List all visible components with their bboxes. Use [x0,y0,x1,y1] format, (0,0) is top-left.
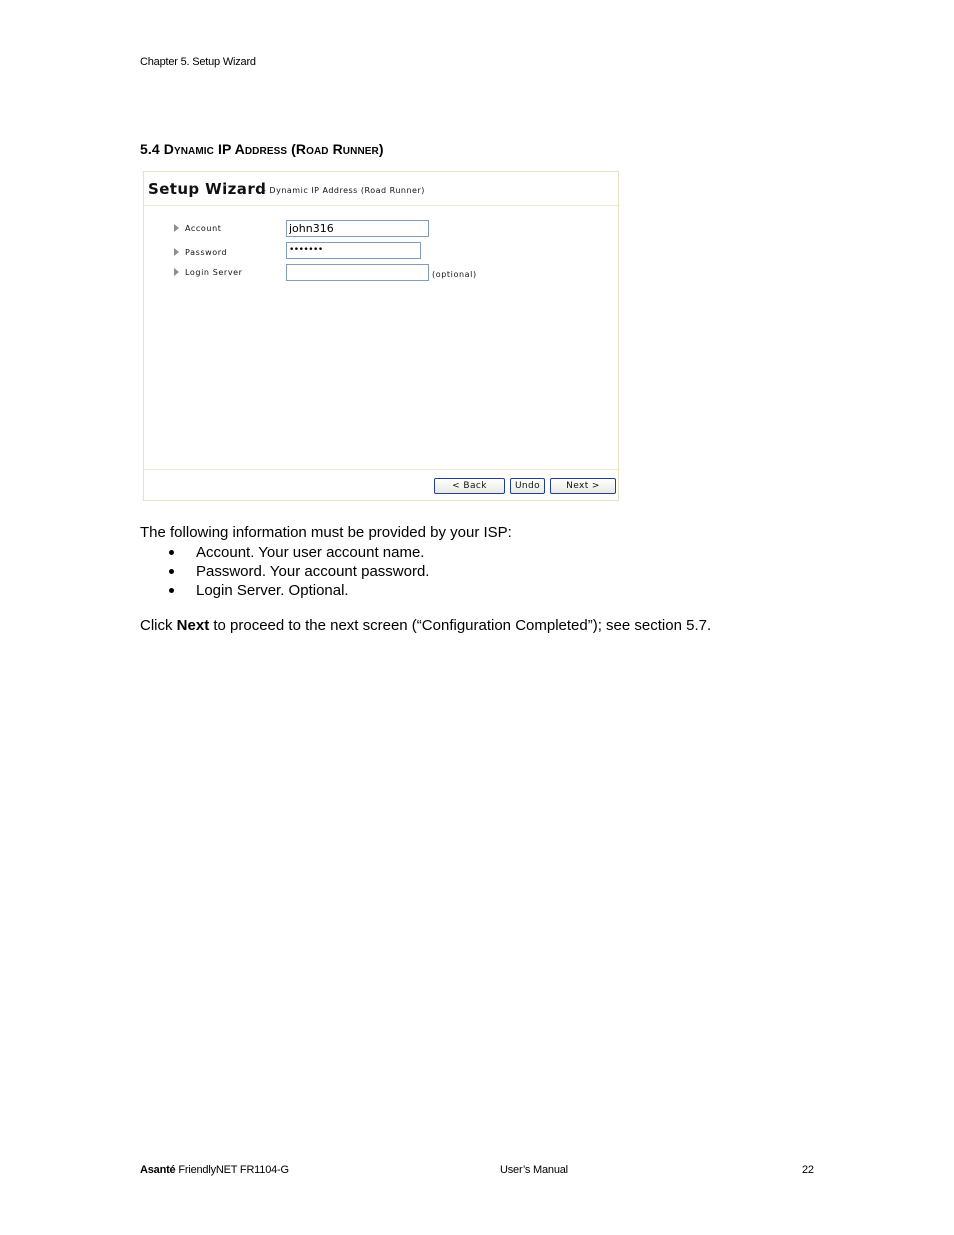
back-button[interactable]: < Back [434,478,505,494]
running-header: Chapter 5. Setup Wizard [140,56,256,68]
footer-product [140,1164,289,1176]
isp-info-list [140,543,429,600]
list-item [140,581,429,600]
bullet-icon [169,588,174,593]
password-label: Password [185,248,228,257]
wizard-subtitle: - Dynamic IP Address (Road Runner) [263,186,425,195]
login-server-label: Login Server [185,268,243,277]
arrow-right-icon [174,248,179,256]
footer-manual: User’s Manual [500,1164,568,1176]
wizard-footer [144,469,618,502]
instruction-paragraph [140,617,711,634]
section-heading: 5.4 Dynamic IP Address (Road Runner) [140,141,384,157]
undo-button[interactable]: Undo [510,478,545,494]
footer-brand: Asanté [140,1164,176,1176]
list-item [140,562,429,581]
footer-product-name: FriendlyNET FR1104-G [175,1164,289,1176]
next-button[interactable]: Next > [550,478,616,494]
instruction-suffix: to proceed to the next screen (“Configuration Completed”); see section 5.7. [209,617,712,634]
intro-paragraph: The following information must be provided by your ISP: [140,524,512,541]
wizard-title: Setup Wizard [148,180,267,198]
account-input[interactable] [286,220,429,237]
arrow-right-icon [174,224,179,232]
bullet-icon [169,569,174,574]
password-input[interactable]: ••••••• [286,242,421,259]
instruction-prefix: Click [140,617,177,634]
setup-wizard-screenshot [143,171,619,501]
list-item-text: Account. Your user account name. [196,544,425,561]
list-item-text: Password. Your account password. [196,563,430,580]
next-keyword: Next [176,617,210,634]
bullet-icon [169,550,174,555]
wizard-titlebar [144,172,618,206]
list-item [140,543,429,562]
arrow-right-icon [174,268,179,276]
login-server-input[interactable] [286,264,429,281]
account-label: Account [185,224,222,233]
optional-note: (optional) [432,270,477,279]
footer-page-number: 22 [802,1164,814,1176]
list-item-text: Login Server. Optional. [196,582,349,599]
